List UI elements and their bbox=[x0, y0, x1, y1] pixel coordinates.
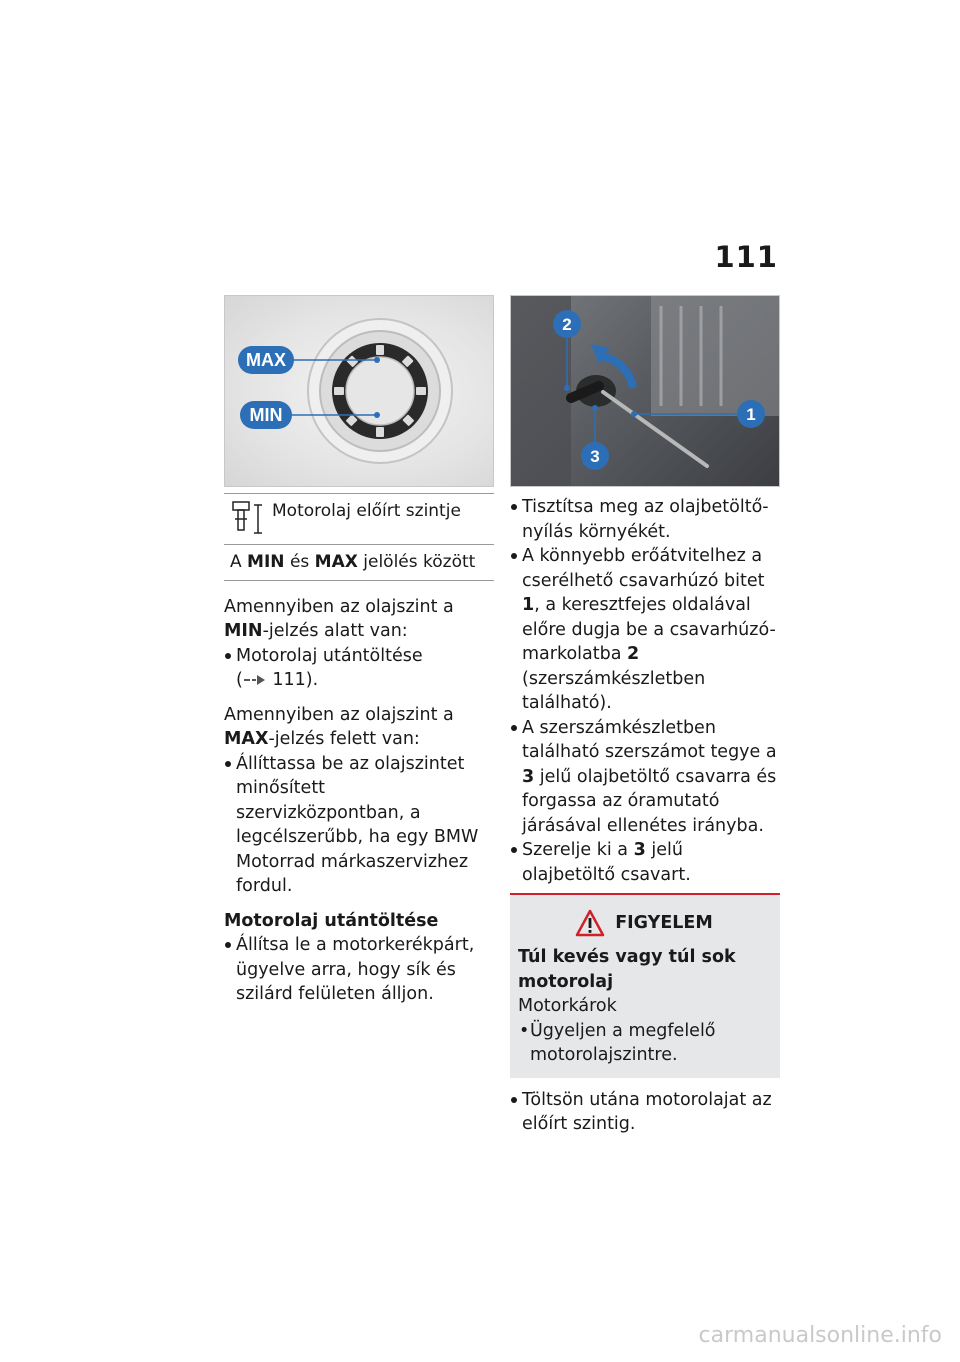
list-item: Motorolaj utántöltése ( 111). bbox=[224, 644, 494, 693]
spec-table-header-row bbox=[224, 494, 494, 545]
callout-2: 2 bbox=[562, 315, 572, 334]
final-list bbox=[510, 1088, 780, 1137]
above-max-suffix: -jelzés felett van: bbox=[268, 729, 420, 749]
step-text: jelű olajbetöltő csavart. bbox=[522, 840, 691, 885]
warning-header bbox=[518, 909, 770, 937]
step-number: 3 bbox=[633, 840, 646, 860]
warning-consequence: Motorkárok bbox=[518, 996, 617, 1016]
filler-plug-illustration bbox=[511, 296, 779, 486]
warning-subtitle: Túl kevés vagy túl sok motorolaj bbox=[518, 947, 736, 992]
page-number: 111 bbox=[714, 240, 778, 274]
oil-level-window-figure bbox=[224, 295, 494, 487]
watermark: carmanualsonline.info bbox=[698, 1323, 942, 1348]
step-text: Szerelje ki a bbox=[522, 840, 628, 860]
spec-value-max: MAX bbox=[314, 552, 358, 572]
oil-window-illustration bbox=[225, 296, 493, 486]
list-item bbox=[510, 544, 780, 716]
callout-1: 1 bbox=[746, 405, 756, 424]
max-label: MAX bbox=[246, 350, 286, 370]
warning-triangle-icon bbox=[575, 909, 605, 937]
spec-table-value-row bbox=[224, 545, 494, 581]
section-list bbox=[224, 933, 494, 1007]
warning-box bbox=[510, 893, 780, 1078]
above-max-prefix: Amennyiben az olajszint a bbox=[224, 704, 454, 725]
below-min-suffix: -jelzés alatt van: bbox=[262, 621, 408, 641]
list-item: • Ügyeljen a megfelelő motorolajszintre. bbox=[518, 1019, 770, 1068]
step-text: A szerszámkészletben található szerszámot tegye a bbox=[522, 717, 777, 762]
step-text: jelű olajbetöltő csavarra és forgassa az óramutató járásával ellenétes irányba. bbox=[522, 766, 777, 836]
below-min-prefix: Amennyiben az olajszint a bbox=[224, 596, 454, 617]
below-min-bold: MIN bbox=[224, 621, 263, 641]
section-heading: Motorolaj utántöltése bbox=[224, 910, 439, 931]
left-column bbox=[224, 295, 494, 1007]
spec-value-min: MIN bbox=[247, 552, 285, 572]
list-item bbox=[510, 838, 780, 887]
warning-title: FIGYELEM bbox=[615, 912, 713, 933]
right-column bbox=[510, 295, 780, 1137]
callout-3: 3 bbox=[590, 447, 600, 466]
below-min-list bbox=[224, 644, 494, 693]
list-item: Állíttassa be az olajszintet minősített szervizközpontban, a legcélszerűbb, ha egy BMW Motorrad márkaszervizhez fordul. bbox=[224, 752, 494, 899]
min-label: MIN bbox=[249, 405, 283, 425]
spec-value-prefix: A bbox=[230, 552, 242, 572]
spec-header-text: Motorolaj előírt szintje bbox=[272, 501, 461, 521]
spec-value-mid: és bbox=[289, 552, 310, 572]
page-reference-arrow-icon bbox=[243, 674, 267, 686]
step-text: (szerszámkészletben található). bbox=[522, 668, 706, 713]
above-max-list bbox=[224, 752, 494, 899]
step-number: 2 bbox=[627, 644, 640, 664]
above-max-bold: MAX bbox=[224, 729, 269, 749]
above-max-paragraph bbox=[224, 703, 494, 752]
oil-level-icon bbox=[230, 499, 264, 539]
below-min-paragraph bbox=[224, 595, 494, 644]
spec-value-suffix: jelölés között bbox=[363, 552, 476, 572]
list-item bbox=[510, 716, 780, 839]
step-text: A könnyebb erőátvitelhez a cserélhető csavarhúzó bitet bbox=[522, 546, 765, 591]
refill-bullet-text: Motorolaj utántöltése bbox=[236, 645, 423, 666]
step-text: , a keresztfejes oldalával előre dugja be a csavarhúzó-markolatba bbox=[522, 595, 776, 664]
spec-table bbox=[224, 493, 494, 581]
step-number: 3 bbox=[522, 766, 535, 787]
procedure-list bbox=[510, 495, 780, 887]
list-item: Állítsa le a motorkerékpárt, ügyelve arra, hogy sík és szilárd felületen álljon. bbox=[224, 933, 494, 1007]
step-number: 1 bbox=[522, 595, 535, 615]
list-item: Töltsön utána motorolajat az előírt szintig. bbox=[510, 1088, 780, 1137]
warning-list bbox=[518, 1019, 770, 1068]
list-item: Tisztítsa meg az olajbetöltő-nyílás környékét. bbox=[510, 495, 780, 544]
refill-page-ref[interactable]: 111). bbox=[272, 670, 319, 690]
oil-filler-plug-figure bbox=[510, 295, 780, 487]
